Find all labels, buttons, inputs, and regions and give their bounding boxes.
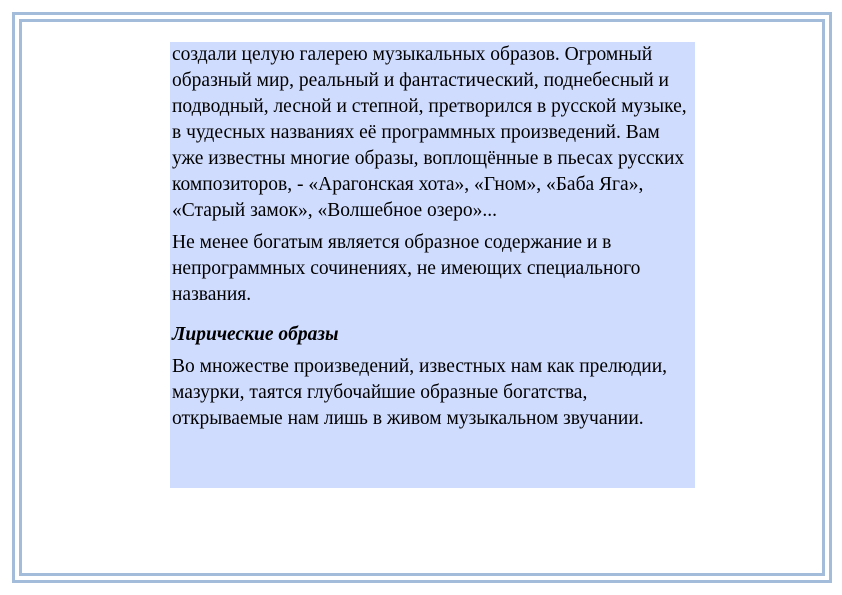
section-heading-lyrical-images: Лирические образы bbox=[172, 324, 339, 345]
paragraph-preludes-mazurkas: Во множестве произведений, известных нам как прелюдии, мазурки, таятся глубочайшие образные богатства, открываемые нам лишь в живом музыкальном звучании. bbox=[172, 356, 668, 429]
text-content-block bbox=[170, 42, 695, 488]
paragraph-non-program-works: Не менее богатым является образное содержание и в непрограммных сочинениях, не имеющих специального названия. bbox=[172, 232, 641, 305]
section-spacer bbox=[172, 308, 695, 322]
paragraph-gallery-of-images: создали целую галерею музыкальных образов. Огромный образный мир, реальный и фантастический, поднебесный и подводный, лесной и степной, претворился в русской музыке, в чудесных названиях её программных произведений. Вам уже известны многие образы, воплощённые в пьесах русских композиторов, - «Арагонская хота», «Гном», «Баба Яга», «Старый замок», «Волшебное озеро»... bbox=[172, 44, 687, 221]
